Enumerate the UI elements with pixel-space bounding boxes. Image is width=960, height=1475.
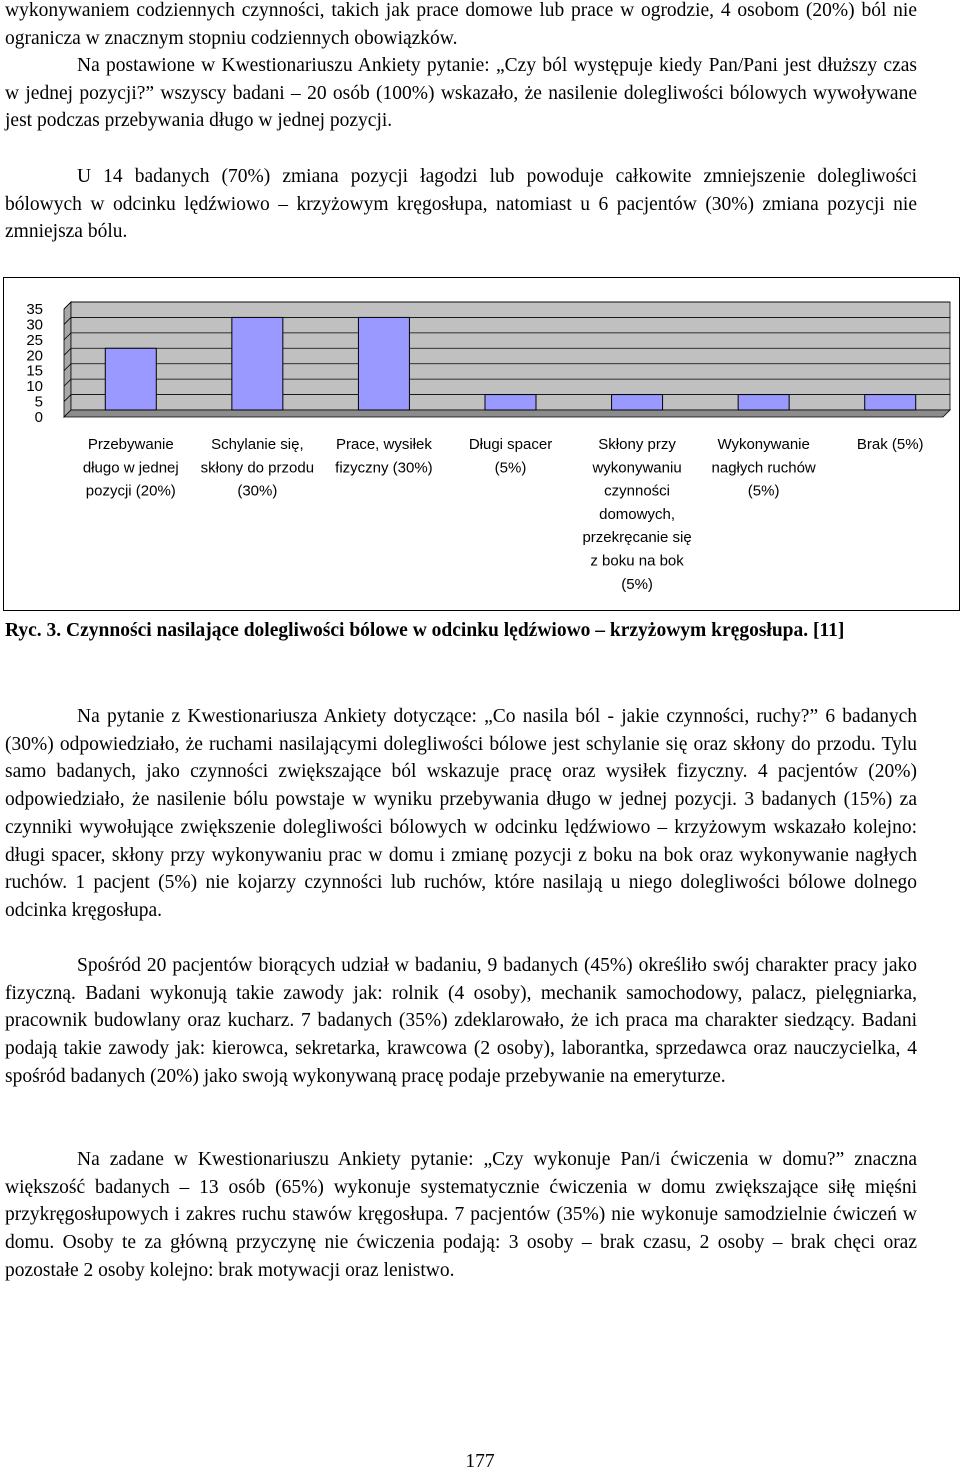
y-tick-label: 35	[26, 301, 43, 318]
page-number: 177	[465, 1451, 495, 1472]
figure-caption: Ryc. 3. Czynności nasilające dolegliwości bólowe w odcinku lędźwiowo – krzyżowym kręgosłupa. [11]	[5, 620, 845, 641]
x-category-label: Skłony przy wykonywaniu czynności domowych, przekręcanie się z boku na bok (5%)	[582, 436, 692, 593]
bar-chart	[3, 277, 960, 611]
x-category-label: Brak (5%)	[856, 436, 924, 453]
chart-back-wall	[71, 302, 950, 410]
bar	[738, 395, 789, 410]
y-tick-label: 30	[26, 316, 43, 334]
y-tick-label: 0	[34, 409, 43, 426]
x-category-label: Schylanie się, skłony do przodu (30%)	[200, 436, 315, 500]
y-tick-label: 20	[26, 347, 43, 365]
y-tick-label: 10	[26, 378, 43, 396]
x-category-label: Wykonywanie nagłych ruchów (5%)	[711, 436, 816, 500]
chart-floor	[64, 410, 950, 417]
paragraph-home-exercises: Na zadane w Kwestionariuszu Ankiety pytanie: „Czy wykonuje Pan/i ćwiczenia w domu?” znaczna większość badanych – 13 osób (65%) wykonuje systematycznie ćwiczenia w domu zwiększające siłę mięśni przykręgosłupowych i zakres ruchu stawów kręgosłupa. 7 pacjentów (35%) nie wykonuje samodzielnie ćwiczeń w domu. Osoby te za główną przyczynę nie ćwiczenia podają: 3 osoby – brak czasu, 2 osoby – brak chęci oraz pozostałe 2 osoby kolejno: brak motywacji oraz lenistwo.	[5, 1149, 917, 1281]
paragraph-intro-continuation: wykonywaniem codziennych czynności, takich jak prace domowe lub prace w ogrodzie, 4 osobom (20%) ból nie ogranicza w znacznym stopniu codziennych obowiązków.	[5, 0, 917, 49]
paragraph-activities-answer: Na pytanie z Kwestionariusza Ankiety dotyczące: „Co nasila ból - jakie czynności, ruchy?” 6 badanych (30%) odpowiedziało, że ruchami nasilającymi dolegliwości bólowe jest schylanie się oraz skłony do przodu. Tylu samo badanych, jako czynności zwiększające ból wskazuje pracę oraz wysiłek fizyczny. 4 pacjentów (20%) odpowiedziało, że nasilenie bólu powstaje w wyniku przebywania długo w jednej pozycji. 3 badanych (15%) za czynniki wywołujące zwiększenie dolegliwości bólowych w odcinku lędźwiowo – krzyżowym wskazało kolejno: długi spacer, skłony przy wykonywaniu prac w domu i zmianę pozycji z boku na bok oraz wykonywanie nagłych ruchów. 1 pacjent (5%) nie kojarzy czynności lub ruchów, które nasilają u niego dolegliwości bólowe dolnego odcinka kręgosłupa.	[5, 706, 917, 921]
paragraph-work-character: Spośród 20 pacjentów biorących udział w badaniu, 9 badanych (45%) określiło swój charakter pracy jako fizyczną. Badani wykonują takie zawody jak: rolnik (4 osoby), mechanik samochodowy, palacz, pielęgniarka, pracownik budowlany oraz kucharz. 7 badanych (35%) zdeklarowało, że ich praca ma charakter siedzący. Badani podają takie zawody jak: kierowca, sekretarka, krawcowa (2 osoby), laborantka, sprzedawca oraz nauczycielka, 4 spośród badanych (20%) jako swoją wykonywaną pracę podaje przebywanie na emeryturze.	[5, 955, 917, 1087]
y-tick-label: 5	[34, 393, 43, 411]
y-tick-label: 25	[26, 331, 43, 349]
bar	[865, 395, 916, 410]
chart-side-wall	[64, 302, 71, 417]
y-tick-label: 15	[26, 362, 43, 380]
x-category-label: Prace, wysiłek fizyczny (30%)	[335, 436, 433, 477]
bar	[105, 348, 156, 410]
bar	[485, 395, 536, 410]
x-category-label: Przebywanie długo w jednej pozycji (20%)	[82, 436, 179, 500]
x-category-label: Długi spacer (5%)	[468, 436, 553, 477]
paragraph-pain-position-question: Na postawione w Kwestionariuszu Ankiety pytanie: „Czy ból występuje kiedy Pan/Pani jest dłuższy czas w jednej pozycji?” wszyscy badani – 20 osób (100%) wskazało, że nasilenie dolegliwości bólowych wywoływane jest podczas przebywania długo w jednej pozycji.	[5, 55, 917, 132]
bar	[232, 317, 283, 410]
bar	[358, 317, 409, 410]
bar	[612, 395, 663, 410]
paragraph-position-change: U 14 badanych (70%) zmiana pozycji łagodzi lub powoduje całkowite zmniejszenie dolegliwości bólowych w odcinku lędźwiowo – krzyżowym kręgosłupa, natomiast u 6 pacjentów (30%) zmiana pozycji nie zmniejsza bólu.	[5, 166, 917, 243]
